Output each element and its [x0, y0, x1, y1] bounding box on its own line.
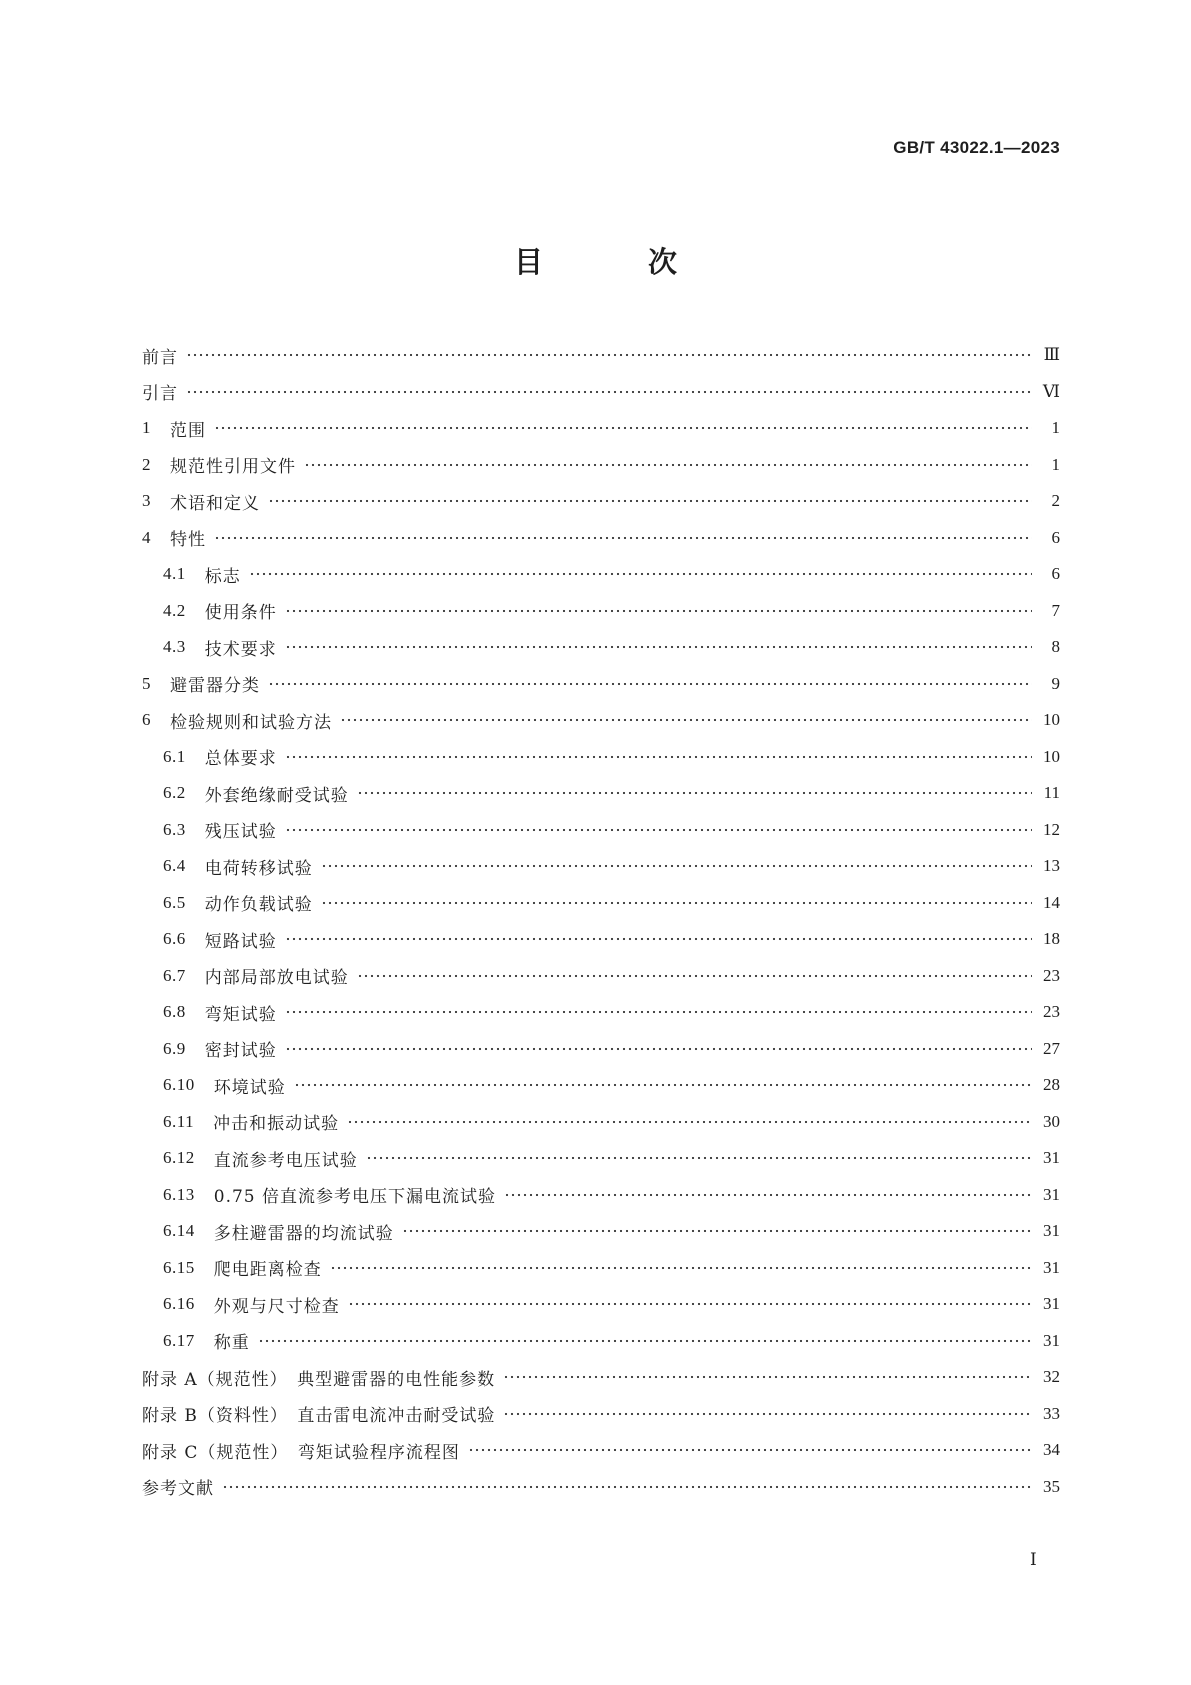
- toc-entry: [142, 1250, 1060, 1287]
- toc-entry: [142, 812, 1060, 849]
- toc-dot-leader: [249, 572, 1032, 576]
- toc-entry: [142, 921, 1060, 958]
- toc-entry-number: 6.3: [163, 819, 186, 839]
- toc-entry-title: 内部局部放电试验: [204, 968, 349, 989]
- toc-entry-number: 4.3: [163, 637, 186, 657]
- toc-entry-number: 6.7: [163, 965, 186, 985]
- toc-entry-number: 2: [142, 454, 151, 474]
- toc-entry-number: 4.2: [163, 600, 186, 620]
- toc-entry-page: 31: [1043, 1257, 1060, 1277]
- toc-entry: [142, 520, 1060, 557]
- toc-entry: [142, 1104, 1060, 1141]
- toc-dot-leader: [268, 499, 1032, 503]
- toc-entry-title: 爬电距离检查: [213, 1260, 322, 1281]
- toc-entry-title: 多柱避雷器的均流试验: [213, 1223, 394, 1244]
- page-title: [0, 240, 1191, 281]
- toc-entry-title: 技术要求: [204, 639, 277, 660]
- toc-entry-number: 6.8: [163, 1002, 186, 1022]
- toc-entry: [142, 702, 1060, 739]
- toc-entry-title: 动作负载试验: [204, 895, 313, 916]
- toc-entry-page: 6: [1051, 564, 1060, 584]
- toc-entry-title: 称重: [213, 1333, 250, 1354]
- toc-entry-number: 6.9: [163, 1038, 186, 1058]
- toc-entry-page: 13: [1043, 856, 1060, 876]
- toc-dot-leader: [294, 1083, 1032, 1087]
- toc-entry-title: 总体要求: [204, 749, 277, 770]
- page-title-text: 目 次: [513, 245, 715, 279]
- toc-dot-leader: [402, 1229, 1032, 1233]
- toc-dot-leader: [366, 1156, 1032, 1160]
- toc-entry: [142, 1469, 1060, 1506]
- toc-entry-title: 外套绝缘耐受试验: [204, 785, 349, 806]
- toc-entry-page: 2: [1051, 491, 1060, 511]
- toc-entry-page: 31: [1043, 1330, 1060, 1350]
- toc-entry-title: 前言: [142, 347, 178, 368]
- toc-entry-page: 34: [1043, 1440, 1060, 1460]
- toc-entry-number: 6.10: [163, 1075, 195, 1095]
- toc-entry-title: 引言: [142, 384, 178, 405]
- toc-entry: [142, 629, 1060, 666]
- toc-entry-page: 33: [1043, 1403, 1060, 1423]
- toc-entry-page: 1: [1051, 418, 1060, 438]
- toc-dot-leader: [186, 353, 1032, 357]
- toc-dot-leader: [340, 718, 1032, 722]
- toc-dot-leader: [285, 937, 1032, 941]
- toc-dot-leader: [348, 1302, 1032, 1306]
- toc-entry: [142, 1396, 1060, 1433]
- toc-entry-page: 8: [1051, 637, 1060, 657]
- toc-entry-number: 6.13: [163, 1184, 195, 1204]
- toc-dot-leader: [503, 1375, 1032, 1379]
- toc-entry-page: 30: [1043, 1111, 1060, 1131]
- toc-entry-title: 参考文献: [142, 1479, 214, 1500]
- toc-entry-number: 6.4: [163, 856, 186, 876]
- toc-entry-title: 冲击和振动试验: [213, 1114, 340, 1135]
- toc-dot-leader: [285, 1047, 1032, 1051]
- toc-dot-leader: [222, 1485, 1032, 1489]
- toc-entry-page: 7: [1051, 600, 1060, 620]
- toc-dot-leader: [357, 791, 1032, 795]
- toc-dot-leader: [504, 1193, 1032, 1197]
- toc-dot-leader: [285, 828, 1032, 832]
- toc-dot-leader: [321, 901, 1032, 905]
- toc-entry-page: Ⅵ: [1042, 381, 1060, 401]
- toc-entry: [142, 1213, 1060, 1250]
- toc-entry-title: 规范性引用文件: [170, 457, 296, 478]
- toc-dot-leader: [347, 1120, 1032, 1124]
- toc-entry-number: 6.11: [163, 1111, 195, 1131]
- toc-entry-number: 6.2: [163, 783, 186, 803]
- toc-dot-leader: [285, 755, 1032, 759]
- toc-entry: [142, 483, 1060, 520]
- toc-dot-leader: [330, 1266, 1032, 1270]
- toc-entry-page: 28: [1043, 1075, 1060, 1095]
- toc-entry-page: 27: [1043, 1038, 1060, 1058]
- toc-entry: [142, 739, 1060, 776]
- toc-entry: [142, 1286, 1060, 1323]
- toc-entry-number: 6.16: [163, 1294, 195, 1314]
- toc-entry-page: 9: [1051, 673, 1060, 693]
- toc-entry-page: 10: [1043, 746, 1060, 766]
- toc-entry-number: 5: [142, 673, 151, 693]
- toc-entry: [142, 337, 1060, 374]
- toc-entry: [142, 1067, 1060, 1104]
- toc-entry-title: 直流参考电压试验: [213, 1150, 358, 1171]
- toc-dot-leader: [186, 390, 1032, 394]
- toc-entry-title: 环境试验: [213, 1077, 286, 1098]
- toc-entry: [142, 775, 1060, 812]
- toc-entry-page: 6: [1051, 527, 1060, 547]
- toc-dot-leader: [468, 1448, 1032, 1452]
- toc-entry-page: 23: [1043, 965, 1060, 985]
- toc-entry-title: 0.75 倍直流参考电压下漏电流试验: [213, 1187, 497, 1208]
- toc-entry-page: Ⅲ: [1043, 345, 1060, 365]
- toc-entry: [142, 1432, 1060, 1469]
- toc-entry-number: 1: [142, 418, 151, 438]
- toc-list: [142, 337, 1060, 1505]
- toc-entry-title: 密封试验: [204, 1041, 277, 1062]
- toc-entry-title: 附录 A（规范性） 典型避雷器的电性能参数: [142, 1369, 496, 1390]
- standard-code: GB/T 43022.1—2023: [893, 138, 1060, 157]
- toc-dot-leader: [503, 1412, 1032, 1416]
- toc-dot-leader: [258, 1339, 1032, 1343]
- toc-dot-leader: [321, 864, 1032, 868]
- toc-entry: [142, 666, 1060, 703]
- toc-entry-page: 18: [1043, 929, 1060, 949]
- toc-dot-leader: [214, 426, 1032, 430]
- toc-entry-page: 14: [1043, 892, 1060, 912]
- toc-entry-page: 31: [1043, 1294, 1060, 1314]
- toc-entry-number: 6.15: [163, 1257, 195, 1277]
- toc-entry-page: 11: [1043, 783, 1060, 803]
- toc-entry-title: 电荷转移试验: [204, 858, 313, 879]
- toc-entry: [142, 1323, 1060, 1360]
- toc-entry-title: 标志: [204, 566, 241, 587]
- toc-entry: [142, 1359, 1060, 1396]
- toc-entry-title: 残压试验: [204, 822, 277, 843]
- toc-entry-page: 31: [1043, 1148, 1060, 1168]
- toc-entry: [142, 1031, 1060, 1068]
- toc-entry-number: 3: [142, 491, 151, 511]
- toc-dot-leader: [357, 974, 1032, 978]
- toc-dot-leader: [268, 682, 1032, 686]
- toc-dot-leader: [304, 463, 1032, 467]
- toc-entry-title: 使用条件: [204, 603, 277, 624]
- toc-entry-number: 4.1: [163, 564, 186, 584]
- toc-dot-leader: [285, 609, 1032, 613]
- toc-entry-number: 6: [142, 710, 151, 730]
- toc-entry-number: 6.12: [163, 1148, 195, 1168]
- toc-dot-leader: [214, 536, 1032, 540]
- toc-entry-title: 检验规则和试验方法: [170, 712, 332, 733]
- toc-entry: [142, 593, 1060, 630]
- toc-dot-leader: [285, 1010, 1032, 1014]
- toc-entry-title: 附录 B（资料性） 直击雷电流冲击耐受试验: [142, 1406, 496, 1427]
- toc-entry-title: 范围: [170, 420, 206, 441]
- toc-entry-number: 6.5: [163, 892, 186, 912]
- toc-entry-page: 32: [1043, 1367, 1060, 1387]
- toc-entry: [142, 410, 1060, 447]
- toc-dot-leader: [285, 645, 1032, 649]
- toc-entry: [142, 556, 1060, 593]
- toc-entry-title: 外观与尺寸检查: [213, 1296, 340, 1317]
- toc-entry-page: 31: [1043, 1184, 1060, 1204]
- toc-entry: [142, 885, 1060, 922]
- toc-entry: [142, 1177, 1060, 1214]
- toc-entry: [142, 447, 1060, 484]
- toc-entry-page: 23: [1043, 1002, 1060, 1022]
- toc-entry-number: 4: [142, 527, 151, 547]
- toc-entry-number: 6.17: [163, 1330, 195, 1350]
- toc-entry: [142, 848, 1060, 885]
- toc-entry-page: 31: [1043, 1221, 1060, 1241]
- toc-entry: [142, 374, 1060, 411]
- toc-entry-title: 术语和定义: [170, 493, 260, 514]
- toc-entry: [142, 994, 1060, 1031]
- toc-entry: [142, 958, 1060, 995]
- toc-entry-title: 特性: [170, 530, 206, 551]
- toc-entry-number: 6.14: [163, 1221, 195, 1241]
- toc-entry-page: 10: [1043, 710, 1060, 730]
- toc-entry-title: 短路试验: [204, 931, 277, 952]
- toc-entry: [142, 1140, 1060, 1177]
- toc-entry-title: 附录 C（规范性） 弯矩试验程序流程图: [142, 1442, 460, 1463]
- toc-entry-number: 6.1: [163, 746, 186, 766]
- toc-entry-page: 12: [1043, 819, 1060, 839]
- toc-entry-number: 6.6: [163, 929, 186, 949]
- toc-entry-page: 35: [1043, 1476, 1060, 1496]
- toc-entry-page: 1: [1051, 454, 1060, 474]
- page-number: Ⅰ: [1030, 1550, 1037, 1570]
- toc-entry-title: 避雷器分类: [170, 676, 260, 697]
- toc-entry-title: 弯矩试验: [204, 1004, 277, 1025]
